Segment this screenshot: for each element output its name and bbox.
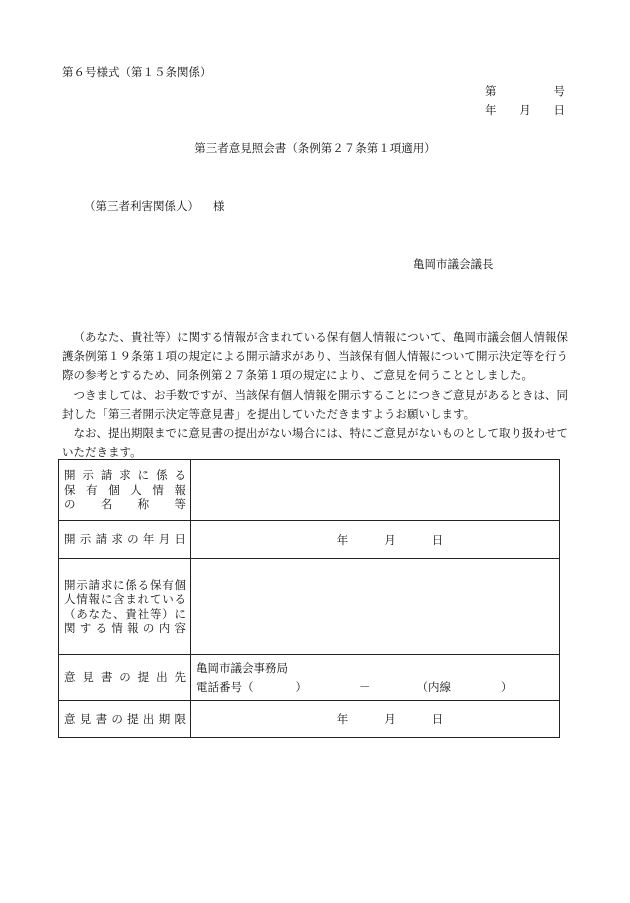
sender: 亀岡市議会議長 (413, 257, 494, 271)
document-date (485, 105, 565, 117)
table-value-deadline: 年 月 日 (191, 701, 560, 738)
phone-close: ） (295, 679, 307, 694)
info-table (58, 459, 560, 738)
phone-label: 電話番号（ (196, 679, 254, 694)
phone-dash: － (359, 679, 371, 694)
table-value-submit-to (191, 655, 560, 701)
addressee-name: （第三者利害関係人） (84, 199, 199, 213)
form-number: 第６号様式（第１５条関係） (62, 65, 212, 79)
table-label-deadline: 意見書の提出期限 (59, 701, 191, 738)
extension-label: （内線 (416, 679, 451, 694)
document-title: 第三者意見照会書（条例第２７条第１項適用） (194, 141, 436, 155)
table-row (59, 460, 560, 521)
table-row (59, 559, 560, 655)
table-label-request-date: 開示請求の年月日 (59, 521, 191, 559)
table-value-info-name (191, 460, 560, 521)
date-day: 日 (553, 103, 565, 117)
table-row (59, 701, 560, 738)
table-row (59, 655, 560, 701)
document-number-suffix: 号 (553, 84, 565, 98)
body-paragraph: （あなた、貴社等）に関する情報が含まれている保有個人情報について、亀岡市議会個人情報保護条例第１９条第１項の規定による開示請求があり、当該保有個人情報について開示決定等を行う際の参考とするため、同条例第２７条第１項の規定により、ご意見を伺うこととしました。 (62, 330, 568, 383)
body-paragraph: なお、提出期限までに意見書の提出がない場合には、特にご意見がないものとして取り扱わせていただきます。 (62, 426, 568, 460)
extension-close: ） (501, 679, 513, 694)
table-label-submit-to: 意見書の提出先 (59, 655, 191, 701)
addressee-honorific: 様 (213, 199, 225, 213)
addressee (84, 201, 225, 213)
body-paragraph: つきましては、お手数ですが、当該保有個人情報を開示することにつきご意見があるときは、同封した「第三者開示決定等意見書」を提出していただきますようお願いします。 (62, 387, 568, 421)
table-label-info-name: 開示請求に係る 保有個人情報 の 名 称 等 (59, 460, 191, 521)
table-row (59, 521, 560, 559)
table-value-request-date: 年 月 日 (191, 521, 560, 559)
table-value-info-content (191, 559, 560, 655)
document-number-prefix: 第 (485, 84, 497, 98)
body-text (62, 328, 568, 462)
phone-line (196, 678, 559, 697)
date-month: 月 (519, 103, 531, 117)
document-number (485, 86, 565, 98)
submit-office: 亀岡市議会事務局 (196, 660, 288, 675)
date-year: 年 (485, 103, 497, 117)
table-label-info-content: 開示請求に係る保有個 人情報に含まれている （あなた、貴社等）に 関する情報の内容 (59, 559, 191, 655)
